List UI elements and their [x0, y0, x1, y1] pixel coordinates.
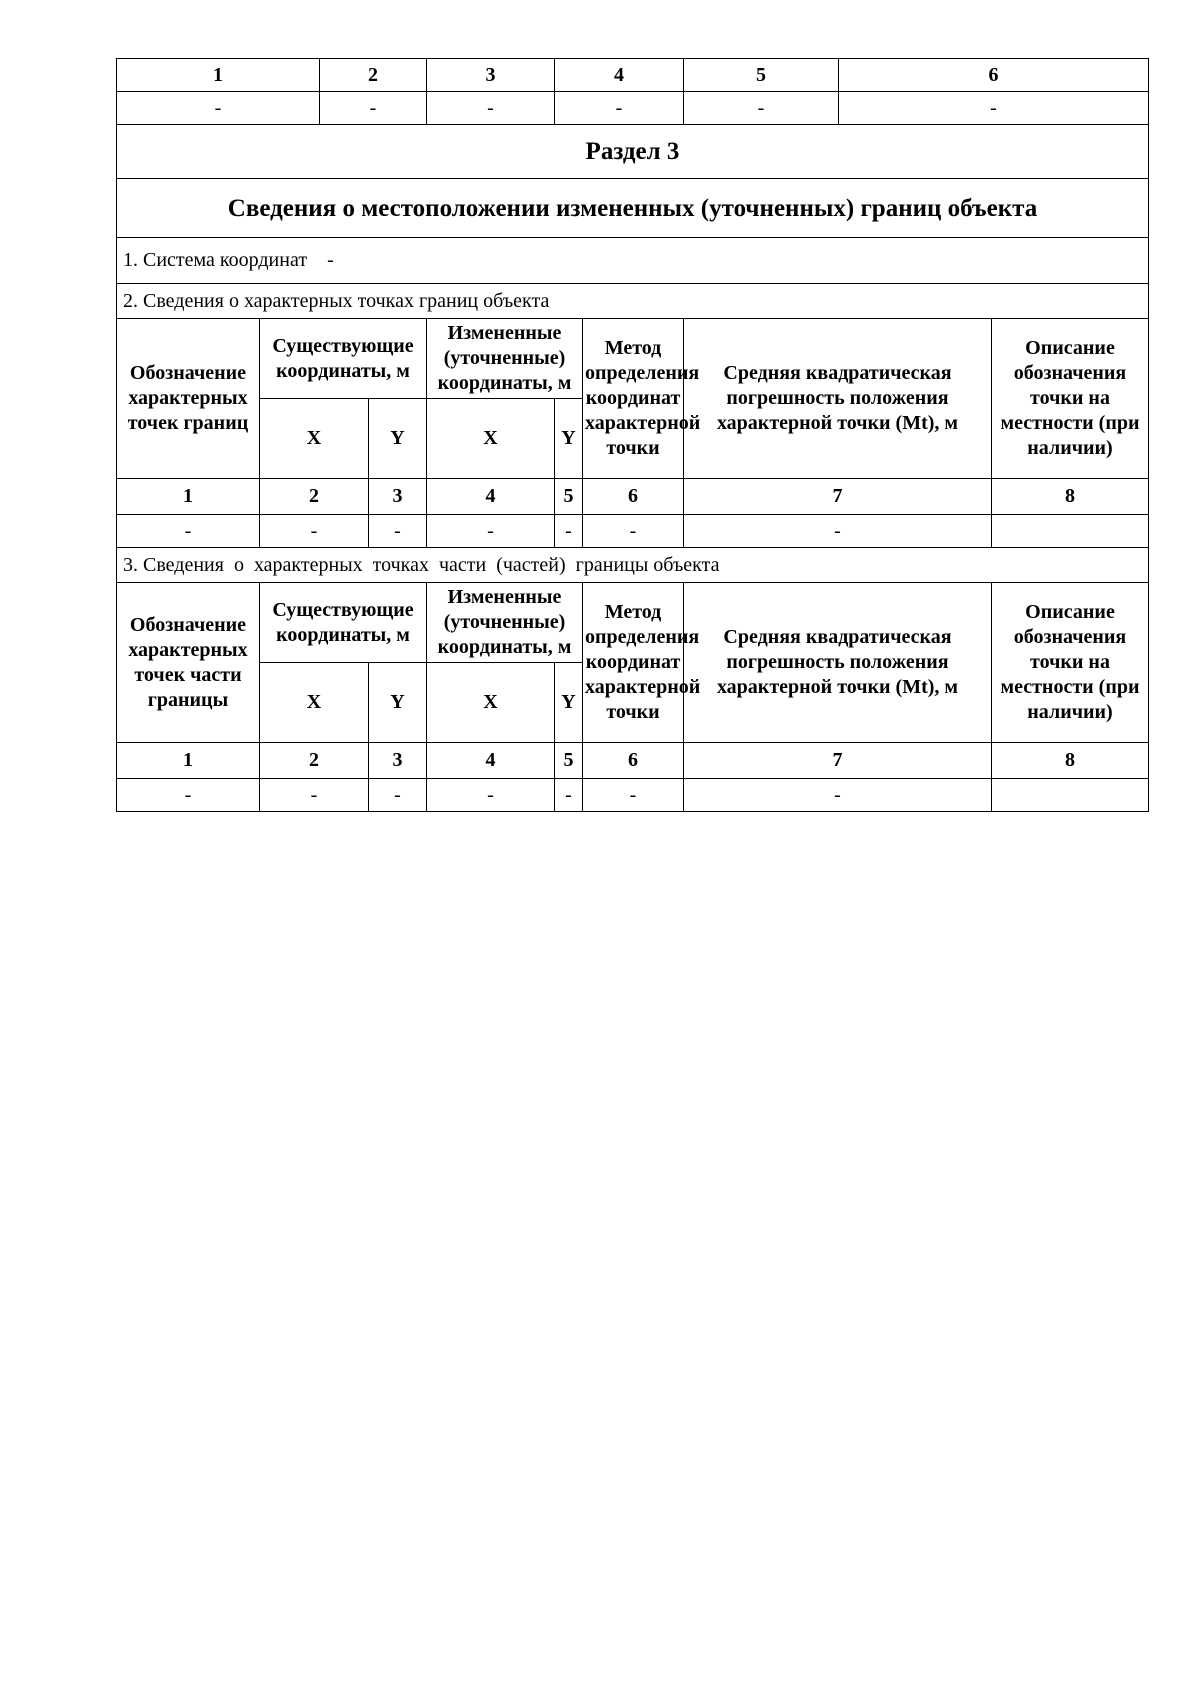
- col-number: 8: [992, 479, 1149, 515]
- col-number: 4: [427, 743, 555, 779]
- col-number: 4: [427, 479, 555, 515]
- col-number: 3: [369, 743, 427, 779]
- section-title: Раздел 3: [117, 125, 1149, 179]
- col-changed-x: X: [427, 399, 555, 479]
- top-value-cell: -: [555, 92, 684, 125]
- top-value-cell: -: [427, 92, 555, 125]
- table-cell: -: [684, 779, 992, 812]
- col-number: 2: [260, 743, 369, 779]
- col-number: 7: [684, 743, 992, 779]
- table-cell: -: [369, 779, 427, 812]
- col-existing-x: X: [260, 663, 369, 743]
- col-existing-y: Y: [369, 399, 427, 479]
- col-method: Метод определения координат характерной точки: [583, 319, 684, 479]
- coord-system-row: [117, 238, 1149, 284]
- document-page: [116, 58, 1148, 812]
- col-number: 1: [117, 743, 260, 779]
- col-number: 5: [555, 479, 583, 515]
- table-cell: -: [369, 515, 427, 548]
- col-designation: Обозначение характерных точек части границы: [117, 583, 260, 743]
- top-value-row: [117, 92, 1149, 125]
- table-cell: -: [684, 515, 992, 548]
- top-header-cell: 5: [684, 59, 839, 92]
- col-changed-x: X: [427, 663, 555, 743]
- col-changed: Измененные (уточненные) координаты, м: [427, 319, 583, 399]
- col-description: Описание обозначения точки на местности (при наличии): [992, 583, 1149, 743]
- col-number: 1: [117, 479, 260, 515]
- col-method: Метод определения координат характерной точки: [583, 583, 684, 743]
- col-changed: Измененные (уточненные) координаты, м: [427, 583, 583, 663]
- col-designation: Обозначение характерных точек границ: [117, 319, 260, 479]
- coord-system-label: 1. Система координат: [123, 249, 308, 271]
- table-cell: -: [117, 515, 260, 548]
- col-changed-y: Y: [555, 663, 583, 743]
- section-subtitle: Сведения о местоположении измененных (уточненных) границ объекта: [117, 179, 1149, 238]
- table-cell: -: [427, 779, 555, 812]
- top-value-cell: -: [320, 92, 427, 125]
- top-header-row: [117, 59, 1149, 92]
- table-cell: -: [555, 515, 583, 548]
- points-caption-row: [117, 284, 1149, 319]
- top-header-cell: 3: [427, 59, 555, 92]
- top-value-cell: -: [684, 92, 839, 125]
- col-existing: Существующие координаты, м: [260, 583, 427, 663]
- col-description: Описание обозначения точки на местности (при наличии): [992, 319, 1149, 479]
- col-existing-y: Y: [369, 663, 427, 743]
- table-cell: [992, 779, 1149, 812]
- part-points-number-row: [117, 743, 1149, 779]
- col-number: 6: [583, 479, 684, 515]
- table-row: [117, 779, 1149, 812]
- col-changed-y: Y: [555, 399, 583, 479]
- col-number: 3: [369, 479, 427, 515]
- top-header-cell: 4: [555, 59, 684, 92]
- col-number: 5: [555, 743, 583, 779]
- col-error: Средняя квадратическая погрешность положения характерной точки (Mt), м: [684, 583, 992, 743]
- col-number: 6: [583, 743, 684, 779]
- table-cell: -: [555, 779, 583, 812]
- table-row: [117, 515, 1149, 548]
- coord-system-value: -: [327, 249, 334, 271]
- top-header-cell: 1: [117, 59, 320, 92]
- table-cell: -: [427, 515, 555, 548]
- table-cell: -: [260, 779, 369, 812]
- table-cell: -: [260, 515, 369, 548]
- col-number: 7: [684, 479, 992, 515]
- top-header-cell: 2: [320, 59, 427, 92]
- part-points-header-row: [117, 583, 1149, 663]
- table-cell: [992, 515, 1149, 548]
- col-number: 2: [260, 479, 369, 515]
- top-value-cell: -: [839, 92, 1149, 125]
- points-caption: 2. Сведения о характерных точках границ объекта: [117, 284, 1149, 319]
- coord-system-cell: [117, 238, 1149, 284]
- col-existing-x: X: [260, 399, 369, 479]
- section-table: [116, 58, 1149, 812]
- table-cell: -: [117, 779, 260, 812]
- table-cell: -: [583, 779, 684, 812]
- table-cell: -: [583, 515, 684, 548]
- part-points-caption-row: [117, 548, 1149, 583]
- top-value-cell: -: [117, 92, 320, 125]
- points-number-row: [117, 479, 1149, 515]
- top-header-cell: 6: [839, 59, 1149, 92]
- points-header-row: [117, 319, 1149, 399]
- col-existing: Существующие координаты, м: [260, 319, 427, 399]
- col-error: Средняя квадратическая погрешность положения характерной точки (Mt), м: [684, 319, 992, 479]
- section-subtitle-row: [117, 179, 1149, 238]
- part-points-caption: 3. Сведения о характерных точках части (частей) границы объекта: [117, 548, 1149, 583]
- col-number: 8: [992, 743, 1149, 779]
- section-title-row: [117, 125, 1149, 179]
